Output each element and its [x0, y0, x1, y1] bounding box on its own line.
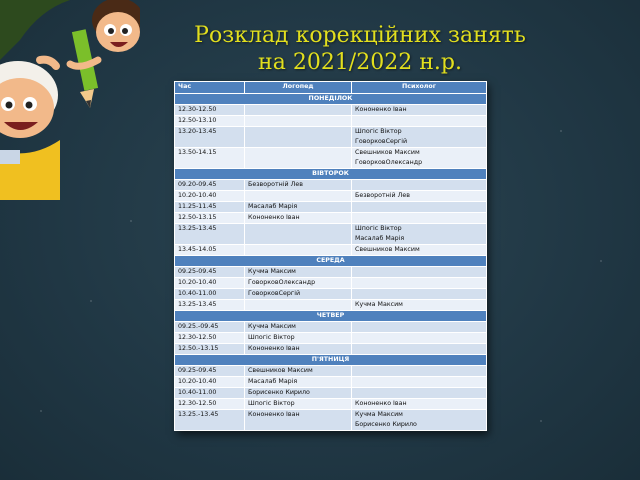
psychologist-cell: [352, 278, 487, 289]
table-row: [175, 245, 487, 256]
day-name: ПОНЕДІЛОК: [175, 94, 487, 105]
table-row: [175, 213, 487, 224]
time-cell: 09.25-09.45: [175, 366, 245, 377]
table-row: [175, 180, 487, 191]
table-row: [175, 322, 487, 333]
table-row: [175, 202, 487, 213]
psychologist-cell: Кононенко Іван: [352, 105, 487, 116]
psychologist-cell: [352, 322, 487, 333]
psychologist-cell: [352, 202, 487, 213]
table-row: [175, 105, 487, 116]
time-cell: 13.20-13.45: [175, 127, 245, 148]
time-cell: 10.40-11.00: [175, 289, 245, 300]
psychologist-cell: [352, 377, 487, 388]
psychologist-cell: [352, 180, 487, 191]
table-row: [175, 191, 487, 202]
day-header-row: [175, 94, 487, 105]
speech-therapist-cell: Кононенко Іван: [245, 344, 352, 355]
table-header-row: [175, 82, 487, 94]
time-cell: 12.50-13.10: [175, 116, 245, 127]
title-line-2: на 2021/2022 н.р.: [258, 50, 462, 75]
time-cell: 10.20-10.40: [175, 191, 245, 202]
psychologist-cell: Свешников Максим: [352, 245, 487, 256]
speech-therapist-cell: Кучма Максим: [245, 322, 352, 333]
cartoon-kids-illustration: [0, 0, 140, 200]
time-cell: 13.25.-13.45: [175, 410, 245, 431]
table-row: [175, 148, 487, 169]
psychologist-cell: [352, 213, 487, 224]
table-row: [175, 333, 487, 344]
speech-therapist-cell: [245, 191, 352, 202]
psychologist-cell: Кучма Максим: [352, 300, 487, 311]
table-row: [175, 127, 487, 148]
time-cell: 10.20-10.40: [175, 278, 245, 289]
psychologist-cell: [352, 267, 487, 278]
table-row: [175, 377, 487, 388]
speech-therapist-cell: Борисенко Кирило: [245, 388, 352, 399]
table-row: [175, 116, 487, 127]
day-name: ВІВТОРОК: [175, 169, 487, 180]
title-line-1: Розклад корекційних занять: [194, 23, 526, 48]
time-cell: 13.25-13.45: [175, 224, 245, 245]
psychologist-cell: Шпогіс Віктор Масалаб Марія: [352, 224, 487, 245]
psychologist-cell: [352, 344, 487, 355]
psychologist-cell: Кучма Максим Борисенко Кирило: [352, 410, 487, 431]
speech-therapist-cell: [245, 127, 352, 148]
day-header-row: [175, 169, 487, 180]
schedule-table: [174, 81, 486, 431]
time-cell: 09.20-09.45: [175, 180, 245, 191]
time-cell: 12.30-12.50: [175, 399, 245, 410]
speech-therapist-cell: Свешников Максим: [245, 366, 352, 377]
psychologist-cell: [352, 333, 487, 344]
time-cell: 12.30-12.50: [175, 333, 245, 344]
speech-therapist-cell: [245, 105, 352, 116]
speech-therapist-cell: [245, 148, 352, 169]
day-header-row: [175, 355, 487, 366]
time-cell: 09.25.-09.45: [175, 322, 245, 333]
speech-therapist-cell: Кононенко Іван: [245, 410, 352, 431]
speech-therapist-cell: Безворотній Лев: [245, 180, 352, 191]
day-name: ЧЕТВЕР: [175, 311, 487, 322]
table-row: [175, 388, 487, 399]
psychologist-cell: Кононенко Іван: [352, 399, 487, 410]
time-cell: 09.25-09.45: [175, 267, 245, 278]
table-row: [175, 289, 487, 300]
table-row: [175, 399, 487, 410]
psychologist-cell: [352, 289, 487, 300]
day-header-row: [175, 311, 487, 322]
psychologist-cell: Свешников Максим ГоворковОлександр: [352, 148, 487, 169]
psychologist-cell: [352, 116, 487, 127]
time-cell: 10.20-10.40: [175, 377, 245, 388]
psychologist-cell: Шпогіс Віктор ГоворковСергій: [352, 127, 487, 148]
table-row: [175, 278, 487, 289]
psychologist-cell: [352, 366, 487, 377]
time-cell: 12.50.-13.15: [175, 344, 245, 355]
schedule-body: [175, 94, 487, 431]
speech-therapist-cell: ГоворковСергій: [245, 289, 352, 300]
speech-therapist-cell: [245, 116, 352, 127]
psychologist-cell: Безворотній Лев: [352, 191, 487, 202]
time-cell: 12.30-12.50: [175, 105, 245, 116]
page-title: [150, 22, 570, 76]
day-name: СЕРЕДА: [175, 256, 487, 267]
speech-therapist-cell: [245, 245, 352, 256]
speech-therapist-cell: Масалаб Марія: [245, 377, 352, 388]
table-row: [175, 267, 487, 278]
speech-therapist-cell: [245, 224, 352, 245]
speech-therapist-cell: ГоворковОлександр: [245, 278, 352, 289]
speech-therapist-cell: Масалаб Марія: [245, 202, 352, 213]
time-cell: 12.50-13.15: [175, 213, 245, 224]
table-row: [175, 410, 487, 431]
time-cell: 13.50-14.15: [175, 148, 245, 169]
speech-therapist-cell: Кононенко Іван: [245, 213, 352, 224]
table-row: [175, 300, 487, 311]
speech-therapist-cell: Шпогіс Віктор: [245, 333, 352, 344]
header-time: Час: [175, 82, 245, 94]
psychologist-cell: [352, 388, 487, 399]
header-psychologist: Психолог: [352, 82, 487, 94]
header-speech-therapist: Логопед: [245, 82, 352, 94]
table-row: [175, 344, 487, 355]
speech-therapist-cell: Шпогіс Віктор: [245, 399, 352, 410]
day-header-row: [175, 256, 487, 267]
speech-therapist-cell: [245, 300, 352, 311]
time-cell: 13.45-14.05: [175, 245, 245, 256]
day-name: П'ЯТНИЦЯ: [175, 355, 487, 366]
table-row: [175, 224, 487, 245]
speech-therapist-cell: Кучма Максим: [245, 267, 352, 278]
time-cell: 13.25-13.45: [175, 300, 245, 311]
time-cell: 10.40-11.00: [175, 388, 245, 399]
table-row: [175, 366, 487, 377]
time-cell: 11.25-11.45: [175, 202, 245, 213]
